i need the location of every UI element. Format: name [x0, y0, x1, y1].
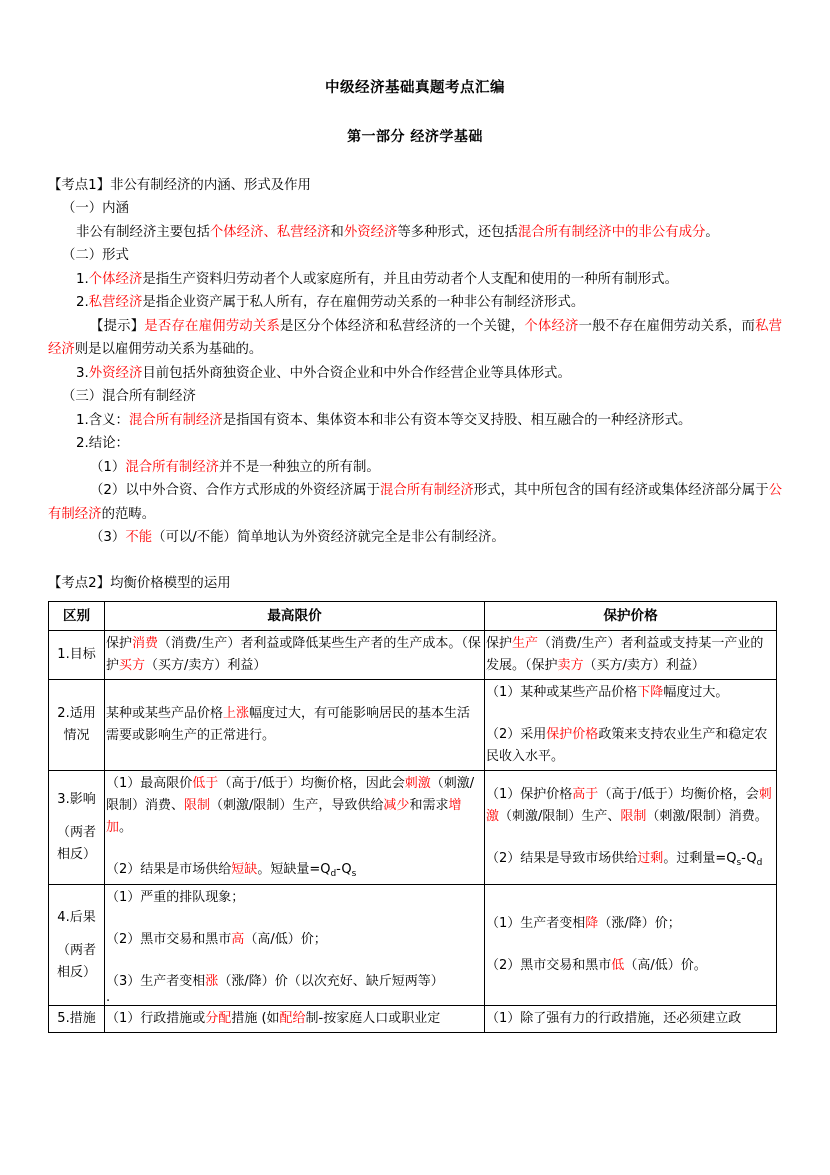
txt: -Q	[336, 862, 352, 878]
txt: 并不是一种独立的所有制。	[219, 459, 380, 475]
kaodian1-heading: 【考点1】非公有制经济的内涵、形式及作用	[48, 177, 311, 193]
txt: 非公有制经济主要包括	[76, 224, 210, 240]
txt: 结果是导致市场供给	[520, 851, 638, 867]
txt: 最高限价	[140, 776, 193, 792]
hl-fenpei: 分配	[205, 1011, 232, 1027]
xingshi-item-1	[48, 268, 782, 292]
conclusion-1	[48, 456, 782, 480]
cell-applicable-ceiling	[105, 680, 485, 771]
conclusion-2	[48, 479, 782, 526]
hl-shengchan: 生产	[512, 636, 539, 652]
hl-gaoyu: 高于	[572, 787, 599, 803]
hl-geti-siying: 个体经济、私营经济	[209, 224, 331, 240]
hl-jianshao: 减少	[383, 798, 410, 814]
txt: 是指企业资产属于私人所有，存在雇佣劳动关系的一种非公有制经济形式。	[142, 295, 585, 311]
hl-xiajiang: 下降	[637, 685, 664, 701]
txt: 幅度过大。	[663, 685, 729, 701]
txt: 保护价格	[520, 787, 573, 803]
txt: （消费/生产）者利益或支持某一产业的发展。（保护	[486, 636, 764, 674]
equilibrium-price-table	[48, 601, 777, 1033]
hl-guosheng: 过剩	[637, 851, 664, 867]
hl-siying-jingji: 私营经济	[88, 295, 143, 311]
num: （1）	[106, 890, 141, 906]
row-label-consequence	[49, 885, 105, 1006]
txt: 是区分个体经济和私营经济的一个关键，	[280, 318, 525, 334]
label-line: 情况	[63, 728, 90, 744]
table-row	[49, 631, 777, 680]
th-price-support: 保护价格	[485, 602, 777, 631]
table-row	[49, 771, 777, 885]
txt: 。	[119, 820, 133, 836]
txt: （消费/生产）者利益或降低某些生产者的生产成本。（保护	[106, 636, 481, 674]
txt: 和	[330, 224, 344, 240]
txt: （高于/低于）均衡价格，会	[598, 787, 759, 803]
txt: 一般不存在雇佣劳动关系，而	[578, 318, 756, 334]
cell-impact-ceiling	[105, 771, 485, 885]
txt: 某种或某些产品价格	[106, 706, 224, 722]
txt: 是指生产资料归劳动者个人或家庭所有，并且由劳动者个人支配和使用的一种所有制形式。	[142, 271, 678, 287]
txt: （刺激/限制）消费、	[106, 776, 475, 814]
hl-gongyouzhi: 公有制经济	[48, 483, 783, 522]
num: （3）	[106, 974, 141, 990]
conclusion-3	[48, 526, 782, 550]
tip-paragraph	[48, 315, 782, 362]
hl-hunhe-3: 混合所有制经济	[379, 483, 474, 499]
row-label-measures: 5.措施	[49, 1006, 105, 1033]
label-line: 3.影响	[57, 792, 96, 808]
txt: 保护	[106, 636, 133, 652]
cell-impact-support	[485, 771, 777, 885]
txt: 目前包括外商独资企业、中外合资企业和中外合作经营企业等具体形式。	[142, 365, 571, 381]
section-spacer	[48, 550, 782, 572]
num: （2）	[106, 862, 141, 878]
txt: 政策来支持农业生产和稳定农民收入水平。	[486, 727, 768, 765]
num: （1）	[486, 1011, 521, 1027]
hl-waizi: 外资经济	[343, 224, 398, 240]
hl-xianzhi-2: 限制	[620, 809, 647, 825]
cell-gap	[486, 935, 775, 955]
hl-hunhe-feigongyou: 混合所有制经济中的非公有成分	[517, 224, 706, 240]
txt: （高/低）价；	[244, 932, 327, 948]
label-line: 4.后果	[57, 909, 96, 925]
row-label-applicable	[49, 680, 105, 771]
cell-measures-support	[485, 1006, 777, 1033]
table-header-row	[49, 602, 777, 631]
num: （2）	[486, 727, 521, 743]
hl-duanque: 短缺	[231, 862, 258, 878]
hl-geti-jingji: 个体经济	[88, 271, 143, 287]
txt: （涨/降）价（以次充好、缺斤短两等）	[218, 974, 444, 990]
txt: 制-按家庭人口或职业定	[305, 1011, 441, 1027]
label-line: （两者	[56, 825, 96, 841]
num: （2）	[90, 483, 126, 499]
cell-gap	[106, 839, 483, 859]
content-body	[48, 148, 782, 1034]
txt: （买方/卖方）利益）	[583, 658, 705, 674]
txt: （高于/低于）均衡价格，因此会	[218, 776, 405, 792]
txt: 行政措施或	[140, 1011, 206, 1027]
txt: 。	[705, 224, 719, 240]
hl-siying-2: 私营经济	[48, 318, 783, 358]
num: 2.	[76, 295, 89, 311]
txt: 。短缺量=Q	[257, 862, 331, 878]
hl-diyu: 低于	[192, 776, 219, 792]
txt: （涨/降）价；	[598, 916, 681, 932]
hl-xiaofei: 消费	[132, 636, 159, 652]
txt: 黑市交易和黑市	[140, 932, 232, 948]
tip-label: 【提示】	[90, 318, 145, 334]
xingshi-item-2	[48, 291, 782, 315]
xingshi-item-3	[48, 362, 782, 386]
hl-di: 低	[611, 958, 625, 974]
label-gap	[50, 929, 103, 940]
txt: 结果是市场供给	[140, 862, 232, 878]
label-line: 相反）	[56, 964, 96, 980]
cell-gap	[486, 704, 775, 724]
kaodian2-heading: 【考点2】均衡价格模型的运用	[48, 575, 231, 591]
txt: （可以/不能）简单地认为外资经济就完全是非公有制经济。	[152, 530, 505, 546]
document-title: 中级经济基础真题考点汇编	[325, 80, 505, 96]
cell-gap	[106, 951, 483, 971]
subscript-s: s	[736, 858, 742, 869]
table-row	[49, 885, 777, 1006]
txt: 生产者变相	[140, 974, 206, 990]
hl-guyong-guanxi: 是否存在雇佣劳动关系	[144, 318, 281, 334]
th-price-ceiling: 最高限价	[105, 602, 485, 631]
label-line: 2.适用	[57, 706, 96, 722]
txt: 严重的排队现象；	[140, 890, 245, 906]
txt: 幅度过大，有可能影响居民的基本生活需要或影响生产的正常进行。	[106, 706, 471, 744]
txt: 保护	[486, 636, 513, 652]
section-hunhe-title: （三）混合所有制经济	[62, 389, 196, 405]
txt: （刺激/限制）生产、	[499, 809, 621, 825]
num: 3.	[76, 365, 89, 381]
subscript-d: d	[330, 869, 337, 880]
num: （2）	[486, 851, 521, 867]
section-inhan-body	[48, 221, 782, 245]
cell-applicable-support	[485, 680, 777, 771]
txt: 。过剩量=Q	[663, 851, 737, 867]
hl-maifang: 买方	[119, 658, 146, 674]
num: （1）	[486, 685, 521, 701]
txt: 除了强有力的行政措施，还必须建立政	[520, 1011, 742, 1027]
num: （1）	[486, 787, 521, 803]
hl-buneng: 不能	[125, 530, 153, 546]
cell-gap	[106, 909, 483, 929]
subscript-s: s	[351, 869, 357, 880]
txt: 措施 (如	[231, 1011, 280, 1027]
txt: 以中外合资、合作方式形成的外资经济属于	[125, 483, 380, 499]
txt: （刺激/限制）生产，导致供给	[210, 798, 384, 814]
num: （1）	[486, 916, 521, 932]
cell-consequence-ceiling	[105, 885, 485, 1006]
txt: 生产者变相	[520, 916, 586, 932]
hl-maifang-sell: 卖方	[557, 658, 584, 674]
table-row-truncated	[49, 1006, 777, 1033]
cell-consequence-support	[485, 885, 777, 1006]
hl-zhang: 涨	[205, 974, 219, 990]
hl-xianzhi: 限制	[184, 798, 211, 814]
txt: （买方/卖方）利益）	[145, 658, 267, 674]
hl-geti-2: 个体经济	[524, 318, 579, 334]
section-inhan-title: （一）内涵	[62, 201, 129, 217]
part-title: 第一部分 经济学基础	[347, 129, 483, 146]
txt: 的范畴。	[101, 506, 156, 522]
hl-waizi-jingji: 外资经济	[88, 365, 143, 381]
label-line: 相反）	[56, 847, 96, 863]
num: （1）	[106, 1011, 141, 1027]
num: （2）	[486, 958, 521, 974]
hl-gao: 高	[231, 932, 245, 948]
subscript-d: d	[756, 858, 763, 869]
num: 1.含义：	[76, 412, 129, 428]
hl-zengjia: 增加	[106, 798, 462, 836]
hl-hunhe-2: 混合所有制经济	[125, 459, 220, 475]
hl-peiji: 配给	[279, 1011, 306, 1027]
cell-goal-support	[485, 631, 777, 680]
hl-hunhe-1: 混合所有制经济	[128, 412, 223, 428]
txt: -Q	[741, 851, 757, 867]
row-label-goal: 1.目标	[49, 631, 105, 680]
table-row	[49, 680, 777, 771]
txt: 形式，其中所包含的国有经济或集体经济部分属于	[473, 483, 769, 499]
section-xingshi-title: （二）形式	[62, 248, 129, 264]
hl-jiang: 降	[585, 916, 599, 932]
row-label-impact	[49, 771, 105, 885]
txt: 和需求	[409, 798, 449, 814]
cell-goal-ceiling	[105, 631, 485, 680]
hl-shangzhang: 上涨	[223, 706, 250, 722]
label-gap	[50, 811, 103, 822]
num: （1）	[90, 459, 126, 475]
label-line: （两者	[56, 942, 96, 958]
txt: （高/低）价。	[624, 958, 707, 974]
num: 1.	[76, 271, 89, 287]
hl-ciji: 刺激	[404, 776, 431, 792]
hunhe-conclusion-title: 2.结论：	[76, 436, 129, 452]
cell-gap	[486, 828, 775, 848]
txt: 等多种形式，还包括	[397, 224, 518, 240]
txt: 采用	[520, 727, 547, 743]
txt: 则是以雇佣劳动关系为基础的。	[74, 342, 263, 358]
num: （2）	[106, 932, 141, 948]
txt: 某种或某些产品价格	[520, 685, 638, 701]
num: （1）	[106, 776, 141, 792]
hunhe-meaning	[48, 409, 782, 433]
hl-baohujiage: 保护价格	[546, 727, 599, 743]
num: （3）	[90, 530, 126, 546]
th-category: 区别	[49, 602, 105, 631]
stray-dot: .	[106, 990, 111, 1006]
txt: （刺激/限制）消费。	[646, 809, 768, 825]
hl-ciji-2: 刺激	[486, 787, 772, 825]
cell-measures-ceiling	[105, 1006, 485, 1033]
txt: 黑市交易和黑市	[520, 958, 612, 974]
txt: 是指国有资本、集体资本和非公有资本等交叉持股、相互融合的一种经济形式。	[222, 412, 692, 428]
